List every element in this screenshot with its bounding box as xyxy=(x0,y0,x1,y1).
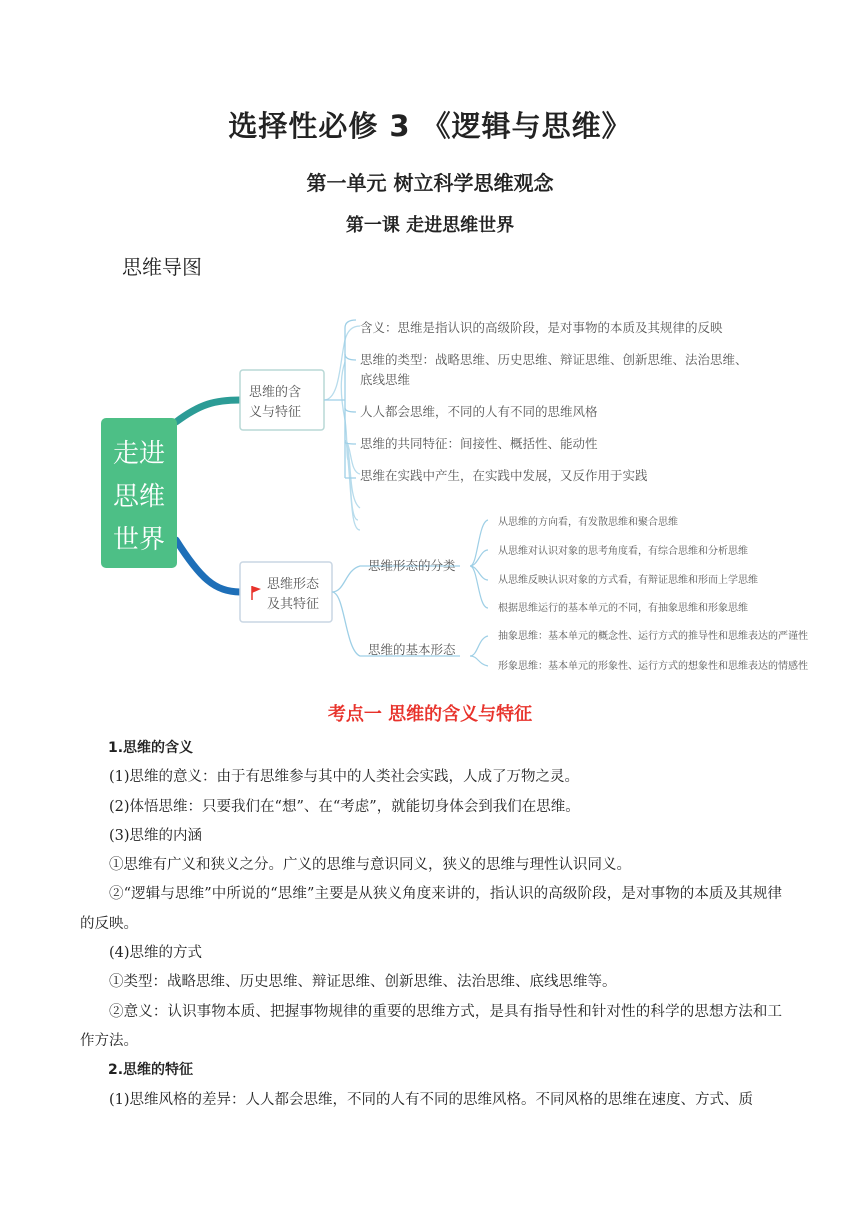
branch1-item-1: 含义：思维是指认识的高级阶段，是对事物的本质及其规律的反映 xyxy=(360,320,723,335)
paragraph: (2)体悟思维：只要我们在“想”、在“考虑”，就能切身体会到我们在思维。 xyxy=(109,798,580,815)
root-label-line1: 走进 xyxy=(112,439,166,469)
sub2-leaf-ties xyxy=(470,636,488,666)
unit-title: 第一单元 树立科学思维观念 xyxy=(306,171,554,195)
body-text xyxy=(80,734,782,1115)
connector-root-branch2 xyxy=(176,540,240,592)
branch1-fan xyxy=(324,326,360,530)
paragraph: (3)思维的内涵 xyxy=(109,827,203,844)
root-label-line3: 世界 xyxy=(112,525,166,555)
sub1-item-1: 从思维的方向看，有发散思维和聚合思维 xyxy=(498,517,678,528)
paragraph: ②“逻辑与思维”中所说的“思维”主要是从狭义角度来讲的，指认识的高级阶段，是对事物的本质及其规律的反映。 xyxy=(80,886,782,932)
branch2-sub2-label: 思维的基本形态 xyxy=(368,642,456,657)
mindmap-heading: 思维导图 xyxy=(122,255,202,279)
paragraph: ①思维有广义和狭义之分。广义的思维与意识同义，狭义的思维与理性认识同义。 xyxy=(109,857,631,874)
branch2-label-line2: 及其特征 xyxy=(267,597,320,612)
subheading: 1.思维的含义 xyxy=(108,740,194,756)
paragraph: (4)思维的方式 xyxy=(109,945,203,962)
branch1-item-2-line2: 底线思维 xyxy=(360,372,411,387)
lesson-title: 第一课 走进思维世界 xyxy=(345,215,515,236)
branch1-item-3: 人人都会思维，不同的人有不同的思维风格 xyxy=(360,404,598,419)
paragraph: ②意义：认识事物本质、把握事物规律的重要的思维方式，是具有指导性和针对性的科学的思想方法和工作方法。 xyxy=(80,1003,782,1049)
branch1-item-2-line1: 思维的类型：战略思维、历史思维、辩证思维、创新思维、法治思维、 xyxy=(360,352,748,367)
sub1-item-3: 从思维反映认识对象的方式看，有辩证思维和形而上学思维 xyxy=(498,575,758,586)
sub2-item-1: 抽象思维：基本单元的概念性、运行方式的推导性和思维表达的严谨性 xyxy=(498,631,808,642)
sub1-item-4: 根据思维运行的基本单元的不同，有抽象思维和形象思维 xyxy=(498,603,748,614)
branch2-sub1-label: 思维形态的分类 xyxy=(368,558,456,573)
root-label-line2: 思维 xyxy=(112,482,166,512)
branch1-node xyxy=(240,370,324,430)
paragraph: ①类型：战略思维、历史思维、辩证思维、创新思维、法治思维、底线思维等。 xyxy=(109,974,617,991)
paragraph: (1)思维的意义：由于有思维参与其中的人类社会实践，人成了万物之灵。 xyxy=(109,769,580,786)
branch1-label-line1: 思维的含 xyxy=(249,385,302,400)
section-heading: 考点一 思维的含义与特征 xyxy=(327,704,533,725)
connector-root-branch1 xyxy=(176,400,240,422)
mindmap-diagram xyxy=(0,300,860,690)
paragraph: (1)思维风格的差异：人人都会思维，不同的人有不同的思维风格。不同风格的思维在速度、方式、质 xyxy=(109,1091,754,1108)
sub1-leaf-ties xyxy=(470,520,488,608)
sub2-item-2: 形象思维：基本单元的形象性、运行方式的想象性和思维表达的情感性 xyxy=(498,661,808,672)
branch2-label-line1: 思维形态 xyxy=(267,577,320,592)
sub1-item-2: 从思维对认识对象的思考角度看，有综合思维和分析思维 xyxy=(498,546,748,557)
subheading: 2.思维的特征 xyxy=(108,1062,194,1079)
document-title: 选择性必修 3 《逻辑与思维》 xyxy=(228,109,632,143)
branch1-label-line2: 义与特征 xyxy=(249,405,302,420)
branch1-item-5: 思维在实践中产生，在实践中发展，又反作用于实践 xyxy=(360,468,648,483)
branch1-item-4: 思维的共同特征：间接性、概括性、能动性 xyxy=(360,436,598,451)
